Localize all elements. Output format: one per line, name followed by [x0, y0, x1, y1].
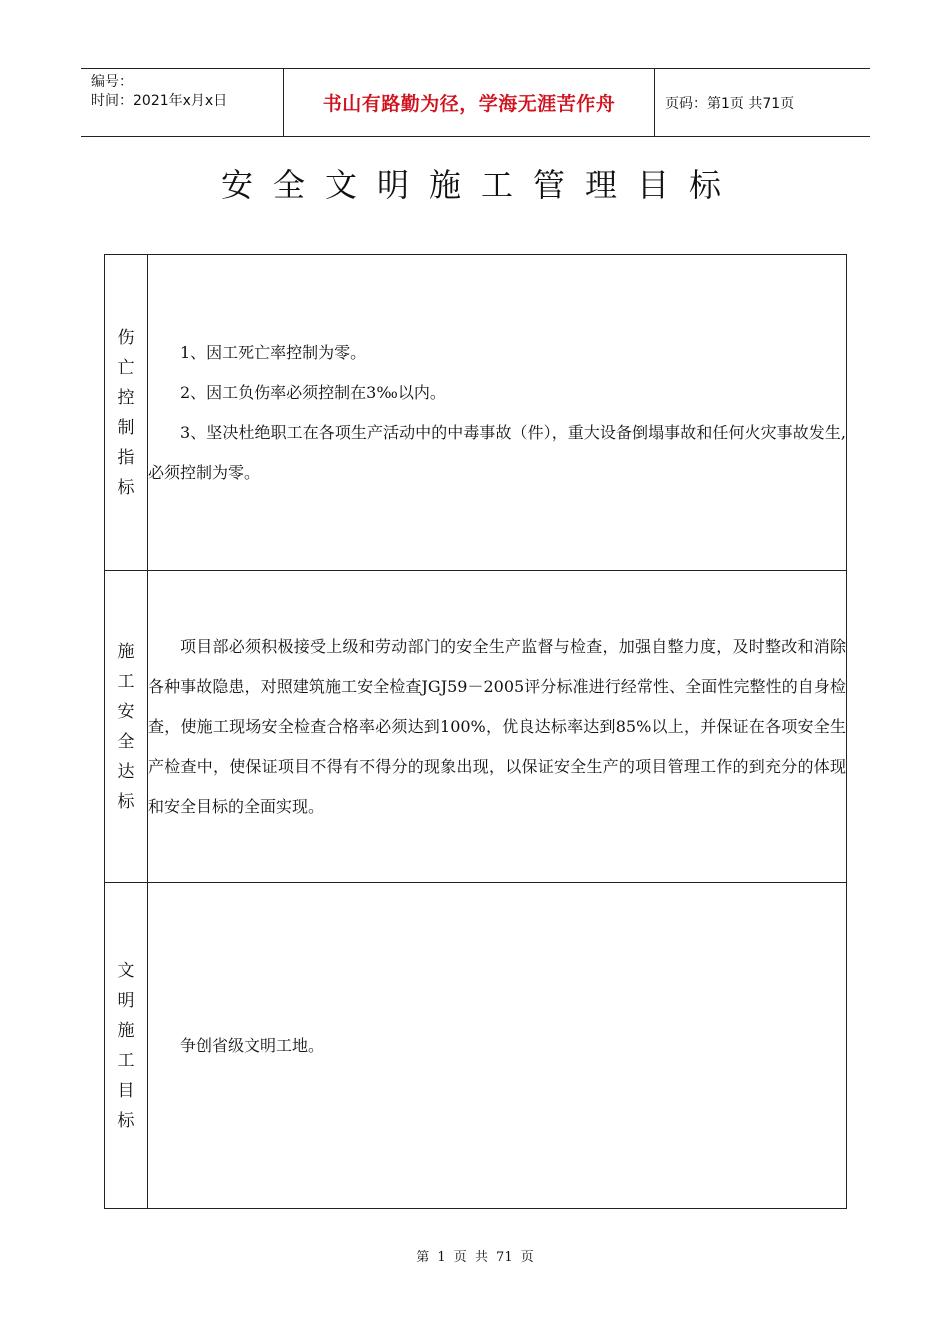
section-label-casualty: 伤 亡 控 制 指 标: [105, 255, 148, 571]
section-content-civilized: [148, 883, 847, 1209]
page-footer: 第 1 页 共 71 页: [416, 1250, 534, 1265]
section-label-safety: 施 工 安 全 达 标: [105, 571, 148, 883]
document-title: 安全文明施工管理目标: [220, 166, 741, 204]
table-row: [105, 255, 847, 571]
number-label: 编号：: [91, 74, 133, 90]
paragraph: 2、因工负伤率必须控制在3‰以内。: [180, 382, 446, 402]
table-row: [105, 571, 847, 883]
paragraph: 1、因工死亡率控制为零。: [180, 342, 367, 362]
section-content-casualty: [148, 255, 847, 571]
paragraph: 3、坚决杜绝职工在各项生产活动中的中毒事故（件），重大设备倒塌事故和任何火灾事故发生,必须控制为零。: [148, 422, 846, 482]
page-info: 页码：第1页 共71页: [665, 95, 795, 112]
table-row: [105, 883, 847, 1209]
section-label-civilized: 文 明 施 工 目 标: [105, 883, 148, 1209]
header-box: [81, 68, 870, 137]
paragraph: 项目部必须积极接受上级和劳动部门的安全生产监督与检查，加强自整力度，及时整改和消除各种事故隐患，对照建筑施工安全检查JGJ59－2005评分标准进行经常性、全面性完整性的自身检查，使施工现场安全检查合格率必须达到100%，优良达标率达到85%以上，并保证在各项安全生产检查中，使保证项目不得有不得分的现象出现，以保证安全生产的项目管理工作的到充分的体现和安全目标的全面实现。: [148, 636, 846, 816]
paragraph: 争创省级文明工地。: [180, 1035, 325, 1055]
section-content-safety: [148, 571, 847, 883]
header-meta: [81, 69, 284, 136]
goals-table: [104, 254, 847, 1209]
motto: 书山有路勤为径，学海无涯苦作舟: [284, 69, 655, 136]
date-label: 时间：2021年x月x日: [91, 93, 228, 109]
